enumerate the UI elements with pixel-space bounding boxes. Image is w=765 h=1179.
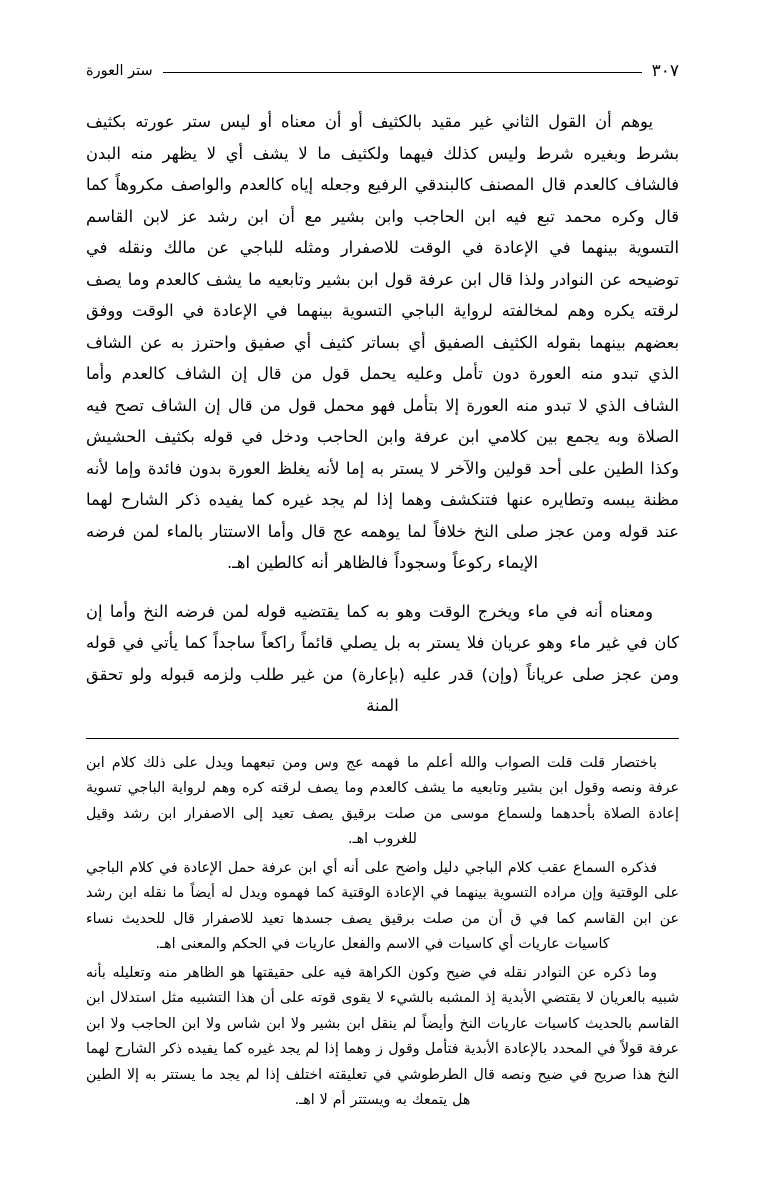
running-title: ستر العورة [86,63,153,79]
body-paragraph-2: ومعناه أنه في ماء ويخرج الوقت وهو به كما يقتضيه قوله لمن فرضه النخ وأما إن كان في غير ماء وهو عريان فلا يستر به بل يصلي قائماً راكعاً ساجداً كما يأتي في قوله ومن عجز صلى عرياناً (وإن) قدر عليه (بإعارة) من غير طلب ولزمه قبوله ولو تحقق المنة [86,601,679,715]
footnote-paragraph-1: باختصار قلت قلت الصواب والله أعلم ما فهمه عج وس ومن تبعهما ويدل على ذلك كلام ابن عرفة ونصه وقول ابن بشير وتابعيه ما يشف كالعدم وما يصف لرقته كره وهم لرواية الباجي تسوية إعادة الصلاة بأحدهما ولسماع موسى من صلت برقيق يصف تعيد إلى الاصفرار ابن رشد وقيل للغروب اهـ. [86,754,679,847]
body-paragraph-1: يوهم أن القول الثاني غير مقيد بالكثيف أو أن معناه أو ليس ستر عورته بكثيف بشرط وبغيره شرط وليس كذلك فيهما ولكثيف ما لا يشف أي لا يظهر منه البدن فالشاف كالعدم قال المصنف كالبندقي الرفيع وجعله إياه كالعدم والواصف مكروهاً كما قال وكره محمد تبع فيه ابن الحاجب وابن بشير مع أن ابن رشد عز لابن القاسم التسوية بينهما في الإعادة في الوقت للاصفرار ومثله للباجي عن مالك ونقله في توضيحه عن النوادر ولذا قال ابن عرفة قول ابن بشير وتابعيه ما يشف كالعدم وما يصف لرقته يكره وهم لمخالفته لرواية الباجي التسوية بينهما في الإعادة في الوقت ووفق بعضهم بينهما بقوله الكثيف الصفيق أي بساتر كثيف أي صفيق واحترز به عن الشاف الذي تبدو منه العورة دون تأمل وعليه يحمل قول من قال إن الشاف كالعدم وأما الشاف الذي لا تبدو منه العورة إلا بتأمل فهو محمل قول من قال إن الشاف تصح فيه الصلاة وبه يجمع بين كلامي ابن عرفة وابن الحاجب ودخل في قوله بكثيف الحشيش وكذا الطين على أحد قولين والآخر لا يستر به إما لأنه يغلظ العورة بدون فائدة وإما لأنه مظنة يبسه وتطايره عنها فتنكشف وهما إذا لم يجد غيره كما يفيده ذكر الشارح لهما عند قوله ومن عجز صلى النخ خلافاً لما يوهمه عج قال وأما الاستتار بالماء لمن فرضه الإيماء ركوعاً وسجوداً فالظاهر أنه كالطين اهـ. [86,112,679,572]
page-header [86,58,679,84]
header-rule [163,72,642,73]
paragraph-spacer [86,579,679,596]
footnote-paragraph-2: فذكره السماع عقب كلام الباجي دليل واضح على أنه أي ابن عرفة حمل الإعادة في كلام الباجي على الوقتية وإن مراده التسوية بينهما في الإعادة الوقتية كما فهموه ويدل له أيضاً ما نقله ابن رشد عن ابن القاسم كما في ق أن من صلت برقيق يصف جسدها تعيد للاصفرار قال للحديث نساء كاسيات عاريات أي كاسيات في الاسم والفعل عاريات في الحكم والمعنى اهـ. [86,859,679,952]
footnote-paragraph-3: وما ذكره عن النوادر نقله في ضيح وكون الكراهة فيه على حقيقتها هو الظاهر منه وتعليله بأنه شبيه بالعريان لا يقتضي الأبدية إذ المشبه بالشيء لا يقوى قوته على أن هذا التشبيه مثل استدلال ابن القاسم بالحديث كاسيات عاريات النخ وأيضاً لم ينقل ابن بشير ولا ابن شاس ولا ابن الحاجب ولا ابن عرفة قولاً في المحدد بالإعادة الأبدية فتأمل وقول ز وهما إذا لم يجد غيره كما يفيده ذكر الشارح لهما النخ هذا صريح في ضيح ونصه قال الطرطوشي في تعليقته اختلف إذا لم يجد ما يستتر به إلا الطين هل يتمعك به ويستتر أم لا اهـ. [86,964,679,1108]
page-number: ٣٠٧ [651,61,679,81]
footnotes-section [86,751,679,1114]
main-body [86,106,679,722]
footnote-separator [86,738,679,739]
